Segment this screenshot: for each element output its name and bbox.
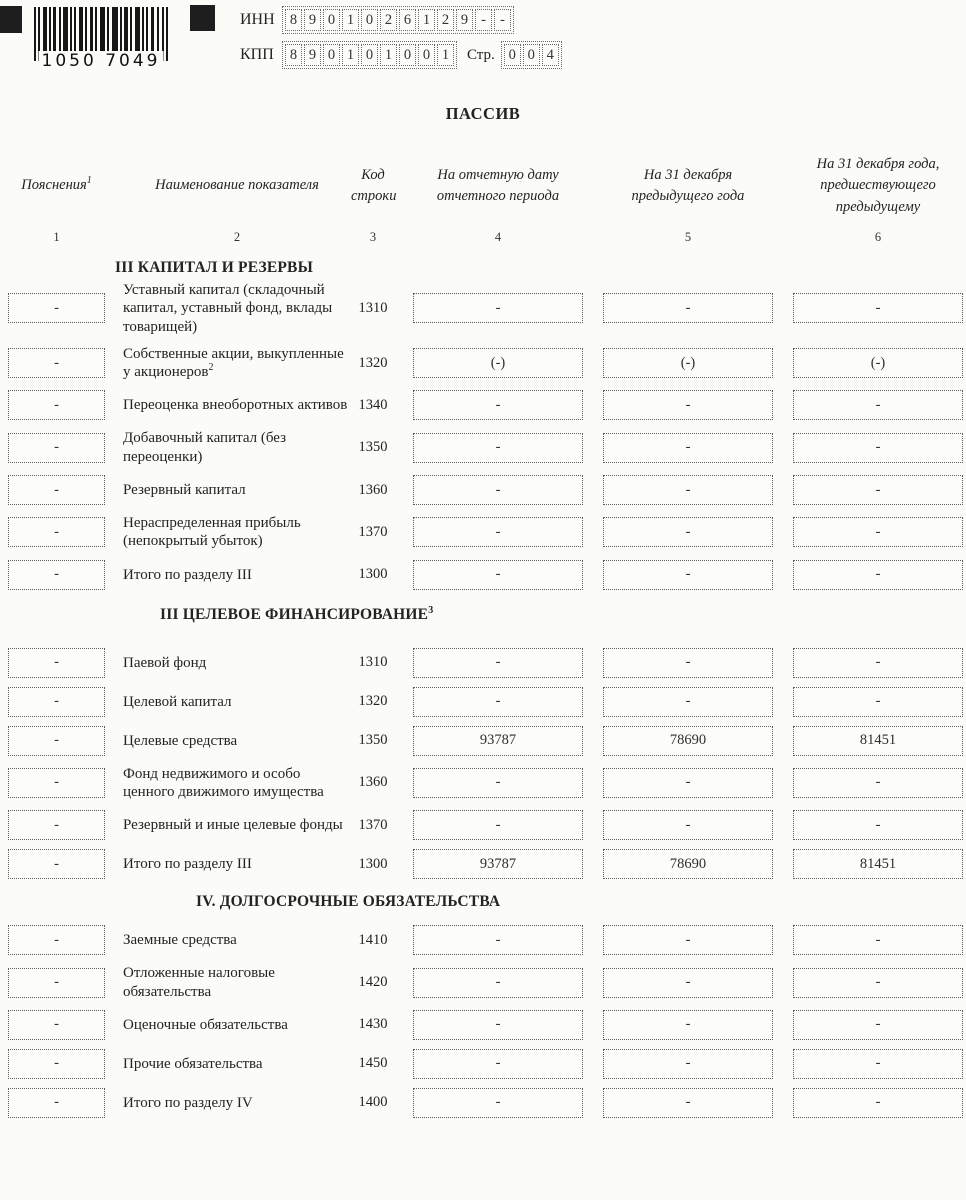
kpp-digit-cell: 0 — [361, 44, 378, 66]
line-code: 1350 — [358, 732, 388, 749]
kpp-digit-cell: 0 — [418, 44, 435, 66]
value-report-date: - — [413, 925, 583, 955]
table-row — [0, 1010, 966, 1040]
value-prev-prev-year: - — [793, 475, 963, 505]
kpp-digit-cell: 8 — [285, 44, 302, 66]
line-code: 1310 — [358, 654, 388, 671]
value-prev-year: - — [603, 648, 773, 678]
value-report-date: - — [413, 475, 583, 505]
table-row — [0, 925, 966, 955]
explanations-cell: - — [8, 560, 105, 590]
column-number: 6 — [874, 230, 882, 244]
value-report-date: - — [413, 1049, 583, 1079]
column-numbers — [0, 230, 966, 245]
indicator-name: Итого по разделу III — [123, 566, 252, 583]
column-header: Наименование показателя — [155, 177, 319, 194]
explanations-cell: - — [8, 687, 105, 717]
kpp-digit-cell: 1 — [380, 44, 397, 66]
inn-digit-cell: 0 — [323, 9, 340, 31]
table-row — [0, 560, 966, 590]
explanations-cell: - — [8, 1049, 105, 1079]
indicator-name: Фонд недвижимого и особо ценного движимого имущества — [123, 765, 324, 800]
value-report-date: 93787 — [413, 849, 583, 879]
explanations-cell: - — [8, 1088, 105, 1118]
line-code: 1450 — [358, 1055, 388, 1072]
barcode-number: 1050 7049 — [39, 51, 164, 71]
value-report-date: (-) — [413, 348, 583, 378]
value-prev-prev-year: - — [793, 810, 963, 840]
value-prev-year: - — [603, 560, 773, 590]
explanations-cell: - — [8, 293, 105, 323]
line-code: 1400 — [358, 1094, 388, 1111]
line-code: 1320 — [358, 354, 388, 371]
explanations-cell: - — [8, 348, 105, 378]
line-code: 1410 — [358, 931, 388, 948]
column-number: 5 — [684, 230, 692, 244]
explanations-cell: - — [8, 849, 105, 879]
value-report-date: - — [413, 560, 583, 590]
value-prev-year: - — [603, 517, 773, 547]
table-row — [0, 514, 966, 551]
indicator-name: Оценочные обязательства — [123, 1016, 288, 1033]
section-heading: III КАПИТАЛ И РЕЗЕРВЫ — [115, 259, 313, 276]
table-row — [0, 1049, 966, 1079]
corner-marker-icon — [0, 6, 22, 33]
column-header: На отчетную дату отчетного периода — [436, 166, 560, 204]
explanations-cell: - — [8, 390, 105, 420]
form-header — [0, 0, 966, 88]
explanations-cell: - — [8, 517, 105, 547]
value-report-date: - — [413, 1088, 583, 1118]
column-number: 3 — [369, 230, 377, 244]
indicator-name: Целевые средства — [123, 732, 238, 749]
table-row — [0, 765, 966, 802]
value-prev-prev-year: - — [793, 1010, 963, 1040]
page-title: ПАССИВ — [445, 104, 521, 123]
value-prev-prev-year: 81451 — [793, 726, 963, 756]
inn-digit-cell: 8 — [285, 9, 302, 31]
inn-digit-cell: 0 — [361, 9, 378, 31]
value-prev-prev-year: - — [793, 968, 963, 998]
value-prev-year: (-) — [603, 348, 773, 378]
indicator-name: Нераспределенная прибыль (непокрытый убыток) — [123, 515, 301, 550]
explanations-cell: - — [8, 726, 105, 756]
kpp-field — [282, 41, 457, 69]
explanations-cell: - — [8, 810, 105, 840]
explanations-cell: - — [8, 768, 105, 798]
indicator-name: Собственные акции, выкупленные у акционеров$^2$ — [123, 345, 344, 381]
inn-digit-cell: 9 — [304, 9, 321, 31]
table-row — [0, 475, 966, 505]
section-heading: III ЦЕЛЕВОЕ ФИНАНСИРОВАНИЕ$^3$ — [160, 604, 434, 623]
value-report-date: - — [413, 768, 583, 798]
table-row — [0, 390, 966, 420]
line-code: 1320 — [358, 693, 388, 710]
value-report-date: - — [413, 517, 583, 547]
line-code: 1350 — [358, 439, 388, 456]
indicator-name: Резервный и иные целевые фонды — [123, 817, 343, 834]
value-prev-prev-year: (-) — [793, 348, 963, 378]
value-prev-prev-year: 81451 — [793, 849, 963, 879]
indicator-name: Паевой фонд — [123, 654, 207, 671]
value-prev-year: - — [603, 687, 773, 717]
column-header: На 31 декабря предыдущего года — [631, 166, 745, 204]
value-prev-year: - — [603, 810, 773, 840]
value-report-date: - — [413, 810, 583, 840]
inn-digit-cell: 2 — [437, 9, 454, 31]
kpp-line — [240, 41, 562, 69]
line-code: 1300 — [358, 566, 388, 583]
value-prev-year: - — [603, 1088, 773, 1118]
line-code: 1310 — [358, 299, 388, 316]
value-report-date: - — [413, 1010, 583, 1040]
value-prev-year: - — [603, 1010, 773, 1040]
explanations-cell: - — [8, 1010, 105, 1040]
explanations-cell: - — [8, 925, 105, 955]
value-prev-prev-year: - — [793, 1049, 963, 1079]
value-prev-year: - — [603, 768, 773, 798]
indicator-name: Целевой капитал — [123, 693, 232, 710]
kpp-digit-cell: 0 — [399, 44, 416, 66]
value-prev-prev-year: - — [793, 648, 963, 678]
column-headers — [0, 146, 966, 226]
kpp-digit-cell: 9 — [304, 44, 321, 66]
inn-digit-cell: 6 — [399, 9, 416, 31]
indicator-name: Отложенные налоговые обязательства — [123, 965, 275, 1000]
column-number: 1 — [53, 230, 60, 244]
line-code: 1370 — [358, 816, 388, 833]
line-code: 1360 — [358, 481, 388, 498]
value-prev-prev-year: - — [793, 293, 963, 323]
value-prev-prev-year: - — [793, 390, 963, 420]
value-report-date: - — [413, 648, 583, 678]
column-header: На 31 декабря года, предшествующего предыдущему — [816, 156, 940, 215]
value-prev-year: - — [603, 968, 773, 998]
indicator-name: Итого по разделу IV — [123, 1094, 253, 1111]
inn-digit-cell: 9 — [456, 9, 473, 31]
explanations-cell: - — [8, 648, 105, 678]
indicator-name: Переоценка внеоборотных активов — [123, 397, 348, 414]
kpp-digit-cell: 1 — [437, 44, 454, 66]
value-report-date: - — [413, 687, 583, 717]
value-prev-year: - — [603, 925, 773, 955]
value-prev-year: - — [603, 433, 773, 463]
line-code: 1370 — [358, 523, 388, 540]
kpp-label: КПП — [240, 46, 274, 63]
inn-label: ИНН — [240, 11, 275, 28]
table-row — [0, 345, 966, 382]
explanations-cell: - — [8, 433, 105, 463]
indicator-name: Резервный капитал — [123, 481, 246, 498]
column-header: Пояснения$^1$ — [21, 175, 92, 194]
value-prev-year: - — [603, 475, 773, 505]
value-prev-year: 78690 — [603, 849, 773, 879]
line-code: 1360 — [358, 774, 388, 791]
page-digit-cell: 0 — [523, 44, 540, 66]
inn-digit-cell: - — [494, 9, 511, 31]
table-row — [0, 1088, 966, 1118]
table-row — [0, 849, 966, 879]
line-code: 1420 — [358, 974, 388, 991]
value-prev-prev-year: - — [793, 517, 963, 547]
indicator-name: Добавочный капитал (без переоценки) — [123, 430, 287, 465]
line-code: 1430 — [358, 1016, 388, 1033]
indicator-name: Уставный капитал (складочный капитал, уставный фонд, вклады товарищей) — [123, 282, 333, 335]
section-heading: IV. ДОЛГОСРОЧНЫЕ ОБЯЗАТЕЛЬСТВА — [196, 893, 501, 911]
page-label: Стр. — [467, 46, 495, 63]
line-code: 1340 — [358, 396, 388, 413]
column-number: 4 — [494, 230, 502, 244]
column-number: 2 — [233, 230, 241, 244]
indicator-name: Прочие обязательства — [123, 1055, 263, 1072]
value-prev-year: 78690 — [603, 726, 773, 756]
line-code: 1300 — [358, 855, 388, 872]
page-digit-cell: 0 — [504, 44, 521, 66]
value-report-date: 93787 — [413, 726, 583, 756]
kpp-digit-cell: 1 — [342, 44, 359, 66]
kpp-digit-cell: 0 — [323, 44, 340, 66]
table-row — [0, 281, 966, 336]
explanations-cell: - — [8, 475, 105, 505]
value-report-date: - — [413, 293, 583, 323]
inn-digit-cell: 1 — [342, 9, 359, 31]
corner-marker-icon — [190, 5, 215, 31]
value-prev-year: - — [603, 390, 773, 420]
value-prev-prev-year: - — [793, 925, 963, 955]
explanations-cell: - — [8, 968, 105, 998]
table-row — [0, 810, 966, 840]
barcode — [34, 7, 168, 69]
table-body — [0, 259, 966, 1118]
value-prev-year: - — [603, 293, 773, 323]
value-prev-prev-year: - — [793, 1088, 963, 1118]
inn-digit-cell: 1 — [418, 9, 435, 31]
value-prev-prev-year: - — [793, 433, 963, 463]
value-prev-prev-year: - — [793, 560, 963, 590]
value-prev-year: - — [603, 1049, 773, 1079]
table-row — [0, 687, 966, 717]
value-report-date: - — [413, 433, 583, 463]
indicator-name: Итого по разделу III — [123, 856, 252, 873]
inn-line — [240, 6, 514, 34]
inn-field — [282, 6, 514, 34]
value-report-date: - — [413, 968, 583, 998]
table-row — [0, 648, 966, 678]
page-number-field — [501, 41, 562, 69]
value-prev-prev-year: - — [793, 768, 963, 798]
value-report-date: - — [413, 390, 583, 420]
page-digit-cell: 4 — [542, 44, 559, 66]
column-header: Код строки — [351, 166, 397, 204]
inn-digit-cell: - — [475, 9, 492, 31]
table-row — [0, 429, 966, 466]
indicator-name: Заемные средства — [123, 932, 237, 949]
table-row — [0, 964, 966, 1001]
value-prev-prev-year: - — [793, 687, 963, 717]
table-row — [0, 726, 966, 756]
inn-digit-cell: 2 — [380, 9, 397, 31]
